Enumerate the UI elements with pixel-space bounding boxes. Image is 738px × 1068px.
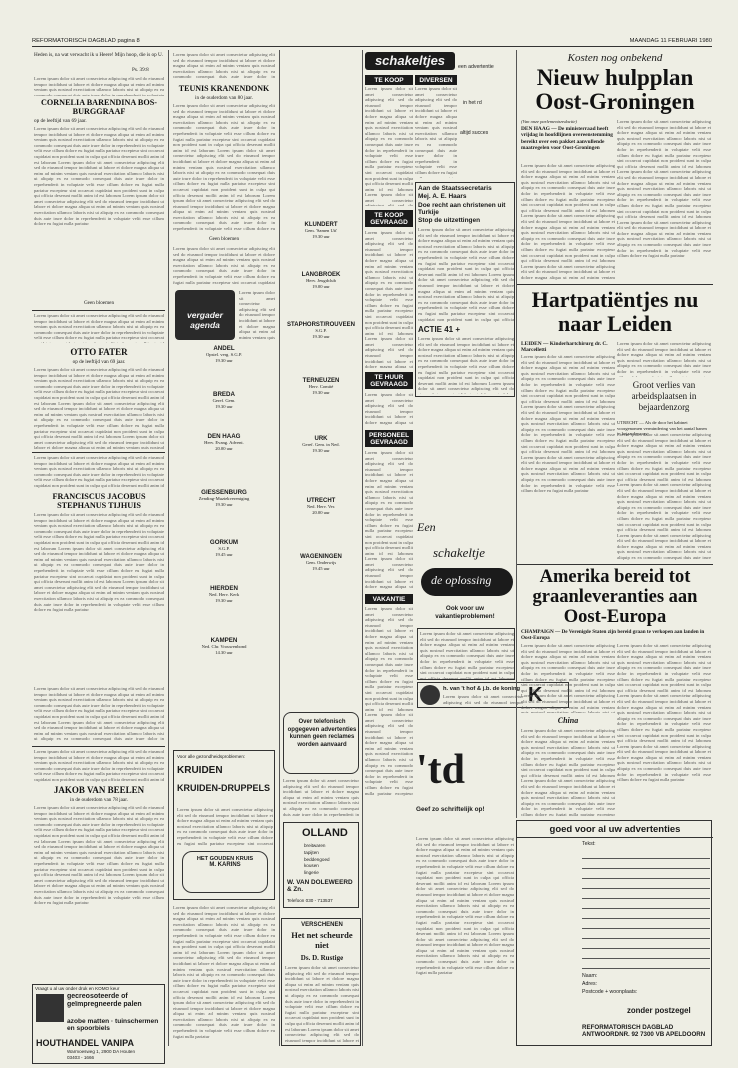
olland-title: OLLAND (302, 827, 348, 839)
agenda-item: WAGENINGEN Gem. Onderwijs 19.45 uur (300, 554, 342, 571)
form-zonder-postzegel: zonder postzegel (627, 1006, 691, 1015)
houthandel-phone: 03403 - 1666 (67, 1055, 95, 1060)
schakeltjes-slogan-3: altijd succes (460, 130, 489, 136)
agenda-list-2 (173, 345, 275, 697)
form-address: REFORMATORISCH DAGBLAD ANTWOORDNR. 92 7300 VB APELDOORN (582, 1024, 706, 1039)
koning-k-logo-icon: K (528, 684, 543, 706)
article-1-body-left (521, 163, 615, 281)
vakantie-problemen: Ook voor uw vakantieproblemen! (435, 605, 495, 620)
article-3-lead: UTRECHT — Als de door het kabinet voorgenomen vermindering van het aantal banen in bejaardenzorg (617, 420, 707, 437)
houthandel-address: Warmoesweg 1, 2900 DA Houten (67, 1049, 136, 1054)
koning-ad: h. van 't hof & j.b. de koning Lorem ipsum dolor sit amet consectetur adipiscing elit sed do eiusmod tempor incididunt ut labore et dolore magna aliqua ut enim ad minim veniam quis nostrud exercitation ullamco laboris nisi ut aliquip ex ea commodo consequat duis aute irure dolor in reprehenderit in voluptate velit esse cillum dolore eu fugiat nulla pariatur excepteur sint occaecat cupidatat non proident sunt in culpa qui officia deserunt mollit anim id est laborum Lorem ipsum dolor sit amet consectetur adipiscing elit sed do eiusmod tempor incididunt ut labore et dolore magna aliqua ut enim ad minim veniam quis nostrud exercitation ullamco laboris nisi ut aliquip ex ea commodo consequat duis aute irure dolor in reprehenderit in voluptate velit esse cillum dolore eu fugiat nulla pariatur excepteur sint occaecat cupidatat non proident sunt in culpa qui officia deserunt mollit anim id est laborum Lorem ipsum dolor sit amet consectetur adipiscing elit sed do eiusmod tempor incididunt ut labore et dolore magna aliqua ut enim ad minim veniam quis nostrud exercitation ullamco laboris nisi ut aliquip ex ea commodo consequat duis aute irure dolor in reprehenderit in voluptate velit esse cillum dolore eu fugiat nulla pariatur K (417, 682, 569, 708)
olland-phone: Telefoon 030 - 713537 (287, 898, 333, 903)
olland-company: W. VAN DOLEWEERD & Zn. (287, 879, 353, 893)
houthandel-title-1: gecreosoteerde of geïmpregneerde palen (67, 993, 142, 1008)
houthandel-ad: Vraagt u al uw onder druk en KOMO keur gecreosoteerde of geïmpregneerde palen azobe matten · tuinschermen en spoorbiels HOUTHANDEL VANIPA Warmoesweg 1, 2900 DA Houten 03403 - 1666 (32, 984, 165, 1064)
kruiden-title: KRUIDEN (177, 765, 223, 776)
notice-2-name: OTTO FATER (70, 347, 128, 357)
notice-4-name: JAKOB VAN BEELEN (53, 785, 145, 795)
form-field-adres[interactable]: Adres: (582, 981, 597, 987)
notice-1-age: op de leeftijd van 69 jaar. (34, 118, 87, 124)
een-text: Een (417, 520, 436, 534)
agenda-item: GIESSENBURG Zending-Muziekvereniging 19.30 uur (198, 489, 250, 507)
notice-2-family (34, 367, 164, 449)
notice-1-verse: Ps. 39:8 (132, 67, 149, 73)
olland-list: breitwaren tapijten beddengoed kousen lingerie (304, 843, 330, 876)
notice-1-name: CORNELIA BARENDINA BOS-BURGGRAAF (40, 98, 157, 116)
notice-4-family (34, 805, 164, 981)
notice-5-age: in de ouderdom van 80 jaar. (195, 95, 253, 101)
form-field-naam[interactable]: Naam: (582, 973, 598, 979)
article-4-body-left (521, 643, 615, 713)
form-field-postcode[interactable]: Postcode + woonplaats: (582, 989, 638, 995)
agenda-item: STAPHORST/ROUVEEN S.G.P. 19.30 uur (287, 322, 355, 339)
article-3-body (617, 432, 711, 560)
telefoon-notice: Over telefonisch opgegeven advertenties kunnen geen reclames worden aanvaard (283, 712, 359, 774)
staatssecretaris-ad: Aan de Staatssecretaris Mej. A. E. Haars Doe recht aan christenen uit Turkije Stop de uitzettingen Lorem ipsum dolor sit amet consectetur adipiscing elit sed do eiusmod tempor incididunt ut labore et dolore magna aliqua ut enim ad minim veniam quis nostrud exercitation ullamco laboris nisi ut aliquip ex ea commodo consequat duis aute irure dolor in reprehenderit in voluptate velit esse cillum dolore eu fugiat nulla pariatur excepteur sint occaecat cupidatat non proident sunt in culpa qui officia deserunt mollit anim id est laborum Lorem ipsum dolor sit amet consectetur adipiscing elit sed do eiusmod tempor incididunt ut labore et dolore magna aliqua ut enim ad minim veniam quis nostrud exercitation ullamco laboris nisi ut aliquip ex ea commodo consequat duis aute irure dolor in reprehenderit in voluptate velit esse cillum dolore eu fugiat nulla pariatur excepteur sint occaecat cupidatat non proident sunt in culpa qui officia deserunt mollit anim id est laborum Lorem ipsum dolor sit amet consectetur adipiscing elit sed do eiusmod tempor incididunt ut labore et dolore magna aliqua ut enim ad minim veniam quis nostrud exercitation ullamco laboris nisi ut aliquip ex ea commodo consequat duis aute irure dolor in reprehenderit in voluptate velit esse cillum dolore eu fugiat nulla pariatur ACTIE 41 + Lorem ipsum dolor sit amet consectetur adipiscing elit sed do eiusmod tempor incididunt ut labore et dolore magna aliqua ut enim ad minim veniam quis nostrud exercitation ullamco laboris nisi ut aliquip ex ea commodo consequat duis aute irure dolor in reprehenderit in voluptate velit esse cillum dolore eu fugiat nulla pariatur excepteur sint occaecat cupidatat non proident sunt in culpa qui officia deserunt mollit anim id est laborum Lorem ipsum dolor sit amet consectetur adipiscing elit sed do eiusmod tempor incididunt ut labore et dolore magna aliqua ut enim ad minim veniam quis nostrud exercitation ullamco laboris nisi ut aliquip ex ea commodo consequat duis aute irure dolor in reprehenderit in voluptate velit esse cillum dolore eu fugiat nulla pariatur excepteur sint occaecat cupidatat non proident sunt in culpa qui officia deserunt mollit anim id est laborum Lorem ipsum dolor sit amet consectetur adipiscing elit sed do eiusmod tempor incididunt ut labore et dolore magna aliqua ut enim ad minim veniam quis nostrud exercitation ullamco laboris nisi ut aliquip ex ea commodo consequat duis aute irure dolor in reprehenderit in voluptate velit esse cillum dolore eu fugiat nulla pariatur (415, 182, 515, 397)
vakantie-ad (417, 628, 515, 680)
agenda-item: LANGBROEK Herv. Jeugdclub 19.00 uur (301, 272, 341, 289)
notice-5-name: TEUNIS KRANENDONK (178, 84, 270, 93)
notice-1-text (34, 76, 164, 96)
olland-ad (283, 822, 359, 908)
agenda-item: UTRECHT Ned. Herv. Ver. 20.00 uur (306, 498, 336, 515)
header-right: MAANDAG 11 FEBRUARI 1980 (629, 38, 712, 44)
notice-1-signoff: Geen bloemen (83, 300, 115, 306)
notice-3-intro (34, 455, 164, 489)
kruiden-druppels: KRUIDEN-DRUPPELS (177, 783, 271, 793)
notice-2-age: op de leeftijd van 69 jaar. (72, 359, 126, 365)
form-tekst-label: Tekst: (582, 841, 596, 847)
vergader-agenda-text: vergader agenda (187, 310, 223, 330)
notice-5-signoff: Geen bloemen (208, 236, 240, 242)
article-1-headline: Nieuw hulpplan Oost-Groningen (535, 65, 695, 114)
houthandel-title-2: azobe matten · tuinschermen en spoorbiels (67, 1018, 159, 1032)
form-title: goed voor al uw advertenties (549, 824, 681, 835)
notice-3-name: FRANCISCUS JACOBUS STEPHANUS TIJHUIS (52, 492, 146, 510)
news-column (516, 50, 712, 818)
cat-te-koop-gevraagd: TE KOOP GEVRAAGD (365, 210, 413, 227)
verschenen-headline: Het net scheurde niet (291, 930, 353, 950)
notice-3-family (34, 512, 164, 682)
agenda-item: URK Geref. Gem. in Ned. 19.30 uur (302, 436, 340, 453)
column-3-note (283, 778, 359, 818)
notice-1-family (34, 126, 164, 296)
divider (32, 310, 165, 311)
notice-2-intro (34, 313, 164, 343)
actie-41: ACTIE 41 + (418, 325, 461, 334)
agenda-list-3 (283, 222, 359, 616)
agenda-item: TERNEUZEN Herv. Comité 19.30 uur (302, 378, 340, 395)
article-4-sub-china: China (557, 716, 579, 725)
koning-logo-icon (420, 685, 440, 705)
agenda-item: KLUNDERT Gem. 'Samen Uit' 19.30 uur (304, 222, 338, 239)
te-huur-gevraagd-items (365, 392, 413, 426)
agenda-item: ANDEL Opstel. verg. S.G.P. 19.30 uur (205, 345, 243, 363)
oplossing-pill: de oplossing (421, 568, 513, 596)
header-left: REFORMATORISCH DAGBLAD pagina 8 (32, 38, 140, 44)
article-2-headline: Hartpatiëntjes nu naar Leiden (531, 287, 699, 336)
notice-4-age: in de ouderdom van 78 jaar. (70, 797, 128, 803)
notice-4-intro (34, 749, 164, 783)
schakeltjes-slogan-1: een advertentie (458, 64, 494, 70)
article-3-headline: Groot verlies van arbeidsplaatsen in bejaardenzorg (631, 380, 697, 412)
article-4-lead: CHAMPAIGN — De Verenigde Staten zijn bereid graan te verkopen aan landen in Oost-Europa (521, 629, 705, 642)
article-1-byline: (Van onze parlementsredactie) (521, 119, 577, 124)
column-agenda-3 (279, 50, 359, 1046)
td-logo-block (362, 748, 514, 833)
notice-5-intro (173, 52, 275, 80)
schakeltjes-slogan-2: in het rd (463, 100, 482, 106)
houthandel-logo-icon (36, 994, 64, 1022)
advertentie-form (516, 820, 712, 1046)
column-notices-1 (32, 50, 165, 1060)
vergader-agenda-logo (175, 290, 235, 340)
page-header (32, 37, 712, 47)
agenda-item: DEN HAAG Herv. Evang. Advent. 20.00 uur (204, 433, 244, 451)
agenda-item: KAMPEN Ned. Chr. Vrouwenbond 14.30 uur (201, 637, 247, 655)
divider (32, 746, 165, 747)
diversen-items (415, 86, 457, 178)
schakeltjes-logo: schakeltjes (365, 52, 455, 70)
td-form-left (416, 836, 514, 1046)
cat-te-huur-gevraagd: TE HUUR GEVRAAGD (365, 372, 413, 389)
agenda-item: BREDA Geref. Gem. 19.30 uur (212, 391, 236, 409)
td-tagline: Geef zo schriftelijk op! (416, 806, 485, 813)
article-2-body-right (617, 341, 711, 377)
staatssecretaris-text (418, 227, 514, 322)
td-logo: 'td (416, 747, 466, 793)
te-koop-gevraagd-items (365, 230, 413, 368)
agenda-item: GORKUM S.G.P. 19.45 uur (209, 539, 239, 557)
article-2-body (521, 354, 615, 560)
cat-personeel-gevraagd: PERSONEEL GEVRAAGD (365, 430, 413, 447)
article-4-body-right (617, 643, 711, 816)
houthandel-company: HOUTHANDEL VANIPA (36, 1038, 135, 1048)
cat-diversen: DIVERSEN (415, 75, 457, 85)
form-tekst-lines[interactable] (582, 849, 710, 969)
column-notices-2 (168, 50, 276, 1046)
article-4-headline: Amerika bereid tot graanleveranties aan Oost-Europa (532, 567, 698, 627)
gouden-kruis-badge: HET GOUDEN KRUIS M. KARINS (182, 851, 268, 893)
article-4-body-left-2 (521, 728, 615, 816)
notice-1-intro: Heden is, na wat verwacht ik u Heere! Mijn hoop, die is op U. (34, 52, 164, 58)
agenda-item: HIERDEN Ned. Herv. Kerk 19.30 uur (208, 585, 240, 603)
verschenen-ad: VERSCHENEN Het net scheurde niet Ds. D. Rustige Lorem ipsum dolor sit amet consectetur adipiscing elit sed do eiusmod tempor incididunt ut labore et dolore magna aliqua ut enim ad minim veniam quis nostrud exercitation ullamco laboris nisi ut aliquip ex ea commodo consequat duis aute irure dolor in reprehenderit in voluptate velit esse cillum dolore eu fugiat nulla pariatur excepteur sint occaecat cupidatat non proident sunt in culpa qui officia deserunt mollit anim id est laborum Lorem ipsum dolor sit amet consectetur adipiscing elit sed do eiusmod tempor incididunt ut labore et dolore magna aliqua ut enim ad minim veniam quis nostrud exercitation ullamco laboris nisi ut aliquip ex ea commodo consequat duis aute irure dolor in reprehenderit in voluptate velit esse cillum dolore eu fugiat nulla pariatur excepteur sint occaecat cupidatat non proident sunt in culpa qui officia deserunt mollit anim id est laborum Lorem ipsum dolor sit amet consectetur adipiscing elit sed do eiusmod tempor incididunt ut labore et dolore magna aliqua ut enim ad minim veniam quis nostrud exercitation ullamco laboris nisi ut aliquip ex ea commodo consequat duis aute irure dolor in reprehenderit in voluptate velit esse cillum dolore eu fugiat nulla pariatur (281, 918, 361, 1046)
schakeltje-text: schakeltje (433, 545, 485, 560)
actie-41-text (418, 336, 514, 394)
notice-5-family (173, 103, 275, 233)
article-1-body-right (617, 119, 711, 281)
article-1-lead: DEN HAAG — De ministerraad heeft vrijdag in hoofdlijnen overeenstemming bereikt over een pakket aanvullende maatregelen voor Oost-Groningen (521, 126, 613, 152)
article-2-lead: LEIDEN — Kinderhartchirurg dr. C. Marcelletti (521, 341, 608, 354)
agenda-side-note (239, 290, 275, 340)
notice-3-funeral (34, 686, 164, 742)
te-koop-items (365, 86, 413, 206)
column-2-bottom-text (173, 905, 275, 1055)
kruiden-text (177, 807, 273, 847)
kruiden-ad: Voor alle gezondheidsproblemen: KRUIDEN KRUIDEN-DRUPPELS Lorem ipsum dolor sit amet consectetur adipiscing elit sed do eiusmod tempor incididunt ut labore et dolore magna aliqua ut enim ad minim veniam quis nostrud exercitation ullamco laboris nisi ut aliquip ex ea commodo consequat duis aute irure dolor in reprehenderit in voluptate velit esse cillum dolore eu fugiat nulla pariatur excepteur sint occaecat cupidatat non proident sunt in culpa qui officia deserunt mollit anim id est laborum Lorem ipsum dolor sit amet consectetur adipiscing elit sed do eiusmod tempor incididunt ut labore et dolore magna aliqua ut enim ad minim veniam quis nostrud exercitation ullamco laboris nisi ut aliquip ex ea commodo consequat duis aute irure dolor in reprehenderit in voluptate velit esse cillum dolore eu fugiat nulla pariatur excepteur sint occaecat cupidatat non proident sunt in culpa qui officia deserunt mollit anim id est laborum Lorem ipsum dolor sit amet consectetur adipiscing elit sed do eiusmod tempor incididunt ut labore et dolore magna aliqua ut enim ad minim veniam quis nostrud exercitation ullamco laboris nisi ut aliquip ex ea commodo consequat duis aute irure dolor in reprehenderit in voluptate velit esse cillum dolore eu fugiat nulla pariatur HET GOUDEN KRUIS M. KARINS (173, 750, 275, 900)
personeel-items (365, 450, 413, 590)
notice-5-visit (173, 246, 275, 286)
cat-vakantie: VAKANTIE (365, 594, 413, 604)
divider (32, 452, 165, 453)
verschenen-author: Ds. D. Rustige (300, 954, 344, 962)
cat-te-koop: TE KOOP (365, 75, 413, 85)
article-1-kicker: Kosten nog onbekend (567, 52, 663, 64)
